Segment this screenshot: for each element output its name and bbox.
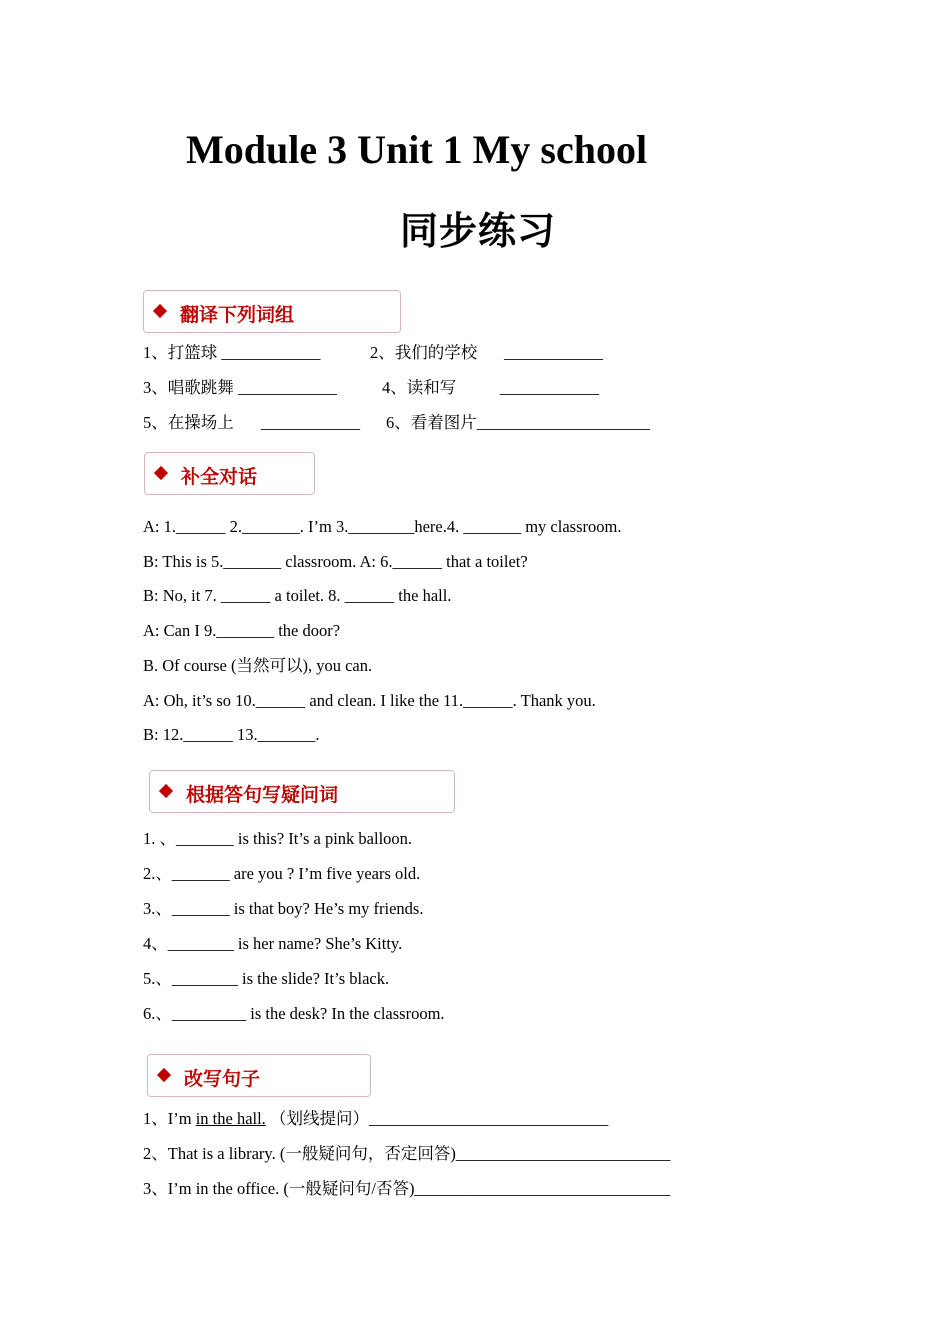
exercise-item: 1、打篮球 ____________ xyxy=(143,343,321,362)
dialogue-line: A: 1.______ 2._______. I’m 3.________here.4. _______ my classroom. xyxy=(143,517,622,536)
dialogue-line: B. Of course (当然可以), you can. xyxy=(143,656,373,675)
section-header-question-words xyxy=(149,770,455,813)
underlined-phrase: in the hall. xyxy=(195,1109,266,1128)
exercise-item: 2.、_______ are you ? I’m five years old. xyxy=(143,864,421,883)
diamond-bullet-icon xyxy=(157,1068,171,1082)
page-title: Module 3 Unit 1 My school xyxy=(186,127,648,172)
dialogue-line: B: No, it 7. ______ a toilet. 8. ______ the hall. xyxy=(143,586,452,605)
section-header-translate xyxy=(143,290,401,333)
section-header-dialogue xyxy=(144,452,315,495)
dialogue-line: B: This is 5._______ classroom. A: 6.______ that a toilet? xyxy=(143,552,528,571)
answer-blank: ____________ xyxy=(504,343,603,362)
exercise-item xyxy=(143,1109,608,1129)
answer-blank: ____________ xyxy=(261,413,360,432)
exercise-item: 3、I’m in the office. (一般疑问句/否答)_______________________________ xyxy=(143,1179,671,1198)
exercise-item: 6、看着图片_____________________ xyxy=(386,413,650,432)
exercise-item: 5.、________ is the slide? It’s black. xyxy=(143,969,390,988)
exercise-item: 3.、_______ is that boy? He’s my friends. xyxy=(143,899,424,918)
exercise-item: 2、我们的学校 xyxy=(370,343,478,362)
dialogue-line: A: Can I 9._______ the door? xyxy=(143,621,341,640)
exercise-item: 6.、_________ is the desk? In the classroom. xyxy=(143,1004,445,1023)
exercise-item: 2、That is a library. (一般疑问句，否定回答)__________________________ xyxy=(143,1144,671,1163)
exercise-item: 3、唱歌跳舞 ____________ xyxy=(143,378,337,397)
exercise-item: 4、________ is her name? She’s Kitty. xyxy=(143,934,403,953)
exercise-item: 1. 、_______ is this? It’s a pink balloon. xyxy=(143,829,413,848)
diamond-bullet-icon xyxy=(159,784,173,798)
section-header-rewrite xyxy=(147,1054,371,1097)
diamond-bullet-icon xyxy=(154,466,168,480)
dialogue-line: A: Oh, it’s so 10.______ and clean. I like the 11.______. Thank you. xyxy=(143,691,596,710)
exercise-item: 4、读和写 xyxy=(382,378,457,397)
section-heading: 改写句子 xyxy=(184,1068,261,1090)
section-heading: 根据答句写疑问词 xyxy=(186,784,339,806)
page-subtitle: 同步练习 xyxy=(400,209,557,253)
section-heading: 补全对话 xyxy=(181,466,258,488)
item-prefix: 1、I’m xyxy=(143,1109,196,1128)
answer-blank: ____________ xyxy=(500,378,599,397)
diamond-bullet-icon xyxy=(153,304,167,318)
section-heading: 翻译下列词组 xyxy=(180,304,295,326)
exercise-item: 5、在操场上 xyxy=(143,413,234,432)
item-instruction: （划线提问）_____________________________ xyxy=(265,1109,609,1128)
dialogue-line: B: 12.______ 13._______. xyxy=(143,725,320,744)
